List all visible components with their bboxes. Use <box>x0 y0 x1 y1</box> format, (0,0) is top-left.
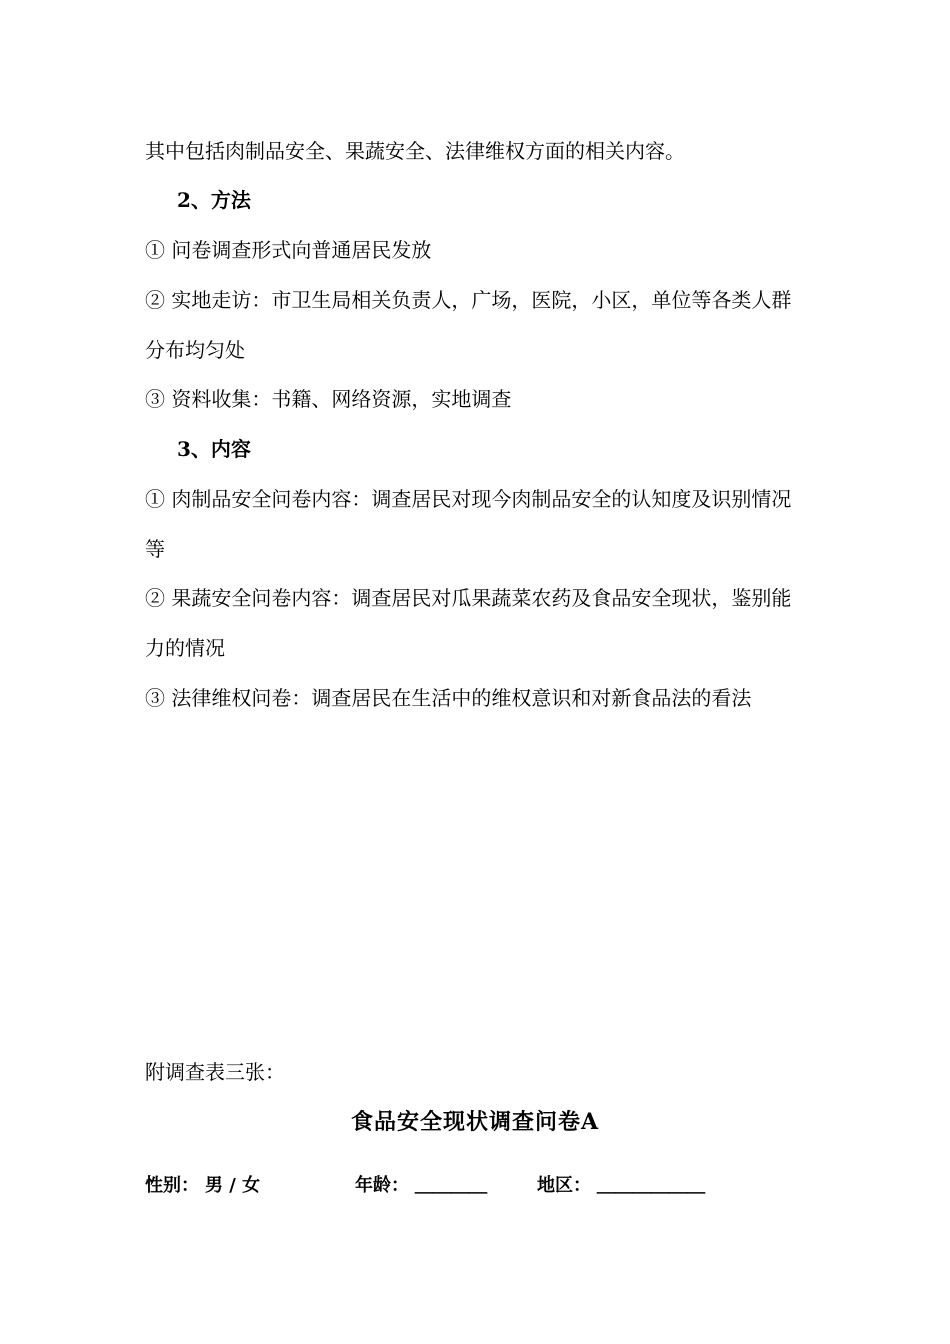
method-item-2-line-2: 分布均匀处 <box>145 338 245 362</box>
content-item-2-line-1: ② 果蔬安全问卷内容：调查居民对瓜果蔬菜农药及食品安全现状，鉴别能 <box>145 586 792 610</box>
region-label: 地区： <box>537 1175 591 1196</box>
age-label: 年龄： <box>355 1175 409 1196</box>
content-item-1-line-1: ① 肉制品安全问卷内容：调查居民对现今肉制品安全的认知度及识别情况 <box>145 487 792 511</box>
region-blank[interactable]: ＿＿＿＿＿＿ <box>597 1175 705 1196</box>
method-item-3: ③ 资料收集：书籍、网络资源，实地调查 <box>145 387 512 411</box>
content-item-3: ③ 法律维权问卷：调查居民在生活中的维权意识和对新食品法的看法 <box>145 686 752 710</box>
method-item-1: ① 问卷调查形式向普通居民发放 <box>145 238 432 262</box>
questionnaire-info-row <box>145 1172 825 1200</box>
method-item-2-line-1: ② 实地走访：市卫生局相关负责人，广场，医院，小区，单位等各类人群 <box>145 288 792 312</box>
age-blank[interactable]: ＿＿＿＿ <box>415 1175 487 1196</box>
gender-label: 性别： <box>145 1175 199 1196</box>
appendix-note: 附调查表三张： <box>145 1060 285 1084</box>
gender-options[interactable]: 男 / 女 <box>205 1175 261 1196</box>
age-field <box>355 1172 487 1200</box>
questionnaire-title: 食品安全现状调查问卷A <box>350 1109 600 1135</box>
method-heading: 2、方法 <box>177 188 251 212</box>
region-field <box>537 1172 705 1200</box>
gender-field <box>145 1172 260 1200</box>
content-item-1-line-2: 等 <box>145 537 165 561</box>
content-item-2-line-2: 力的情况 <box>145 636 225 660</box>
content-heading: 3、内容 <box>177 437 251 461</box>
intro-paragraph: 其中包括肉制品安全、果蔬安全、法律维权方面的相关内容。 <box>145 139 685 163</box>
